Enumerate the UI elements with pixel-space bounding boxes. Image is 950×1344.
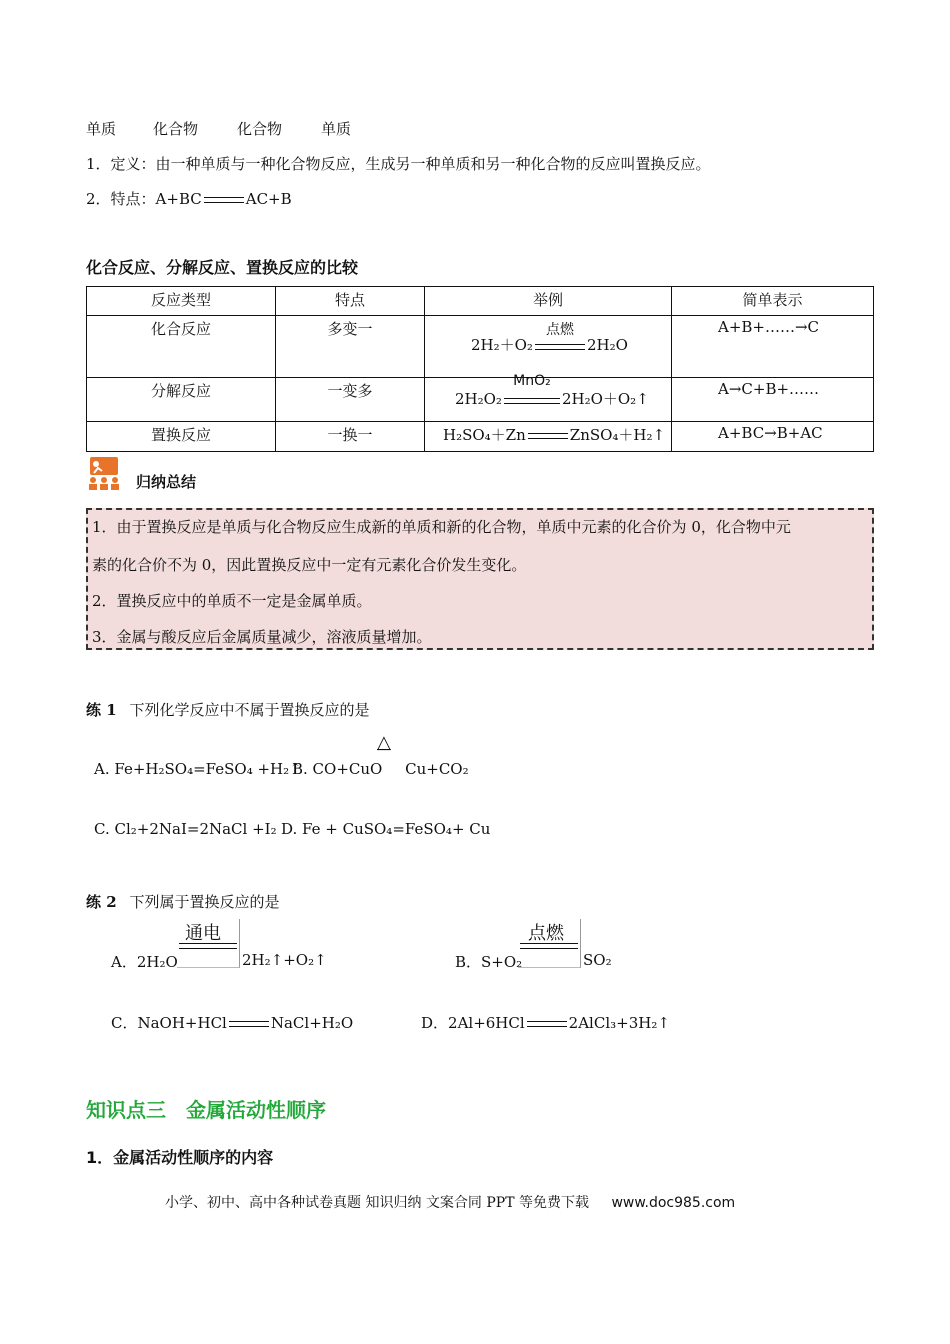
equals-sign [504,398,560,404]
feature-prefix: 2．特点：A+BC [86,190,202,208]
summary-line: 1．由于置换反应是单质与化合物反应生成新的单质和新的化合物，单质中元素的化合价为 0，化合物中元 [92,518,791,536]
row-example [425,316,672,378]
table-header-row [87,287,874,316]
option-d-right: 2AlCl₃+3H₂↑ [568,1014,670,1032]
comparison-title: 化合反应、分解反应、置换反应的比较 [86,258,359,277]
option-d-left: D．2Al+6HCl [421,1014,525,1032]
subsection-title: 1．金属活动性顺序的内容 [86,1148,274,1167]
ex2-option-d [421,1012,670,1033]
electrolysis-box [177,919,240,968]
section-title: 知识点三 金属活动性顺序 [86,1098,326,1122]
summary-line: 2．置换反应中的单质不一定是金属单质。 [92,592,372,610]
row-feature: 一换一 [276,422,425,452]
table-row [87,378,874,422]
ex1-option-c: C. Cl₂+2NaI=2NaCl +I₂ [94,820,277,838]
option-b-right: Cu+CO₂ [405,760,469,778]
exercise-label: 练 2 [86,893,117,911]
ex2-option-c [111,1012,353,1033]
exercise-question: 下列属于置换反应的是 [129,893,280,911]
exercise-2-question [86,891,279,912]
option-a-left: A．2H₂O [111,953,178,971]
exercise-question: 下列化学反应中不属于置换反应的是 [129,701,370,719]
condition-equals [502,373,562,409]
row-type: 分解反应 [87,378,276,422]
header-example: 举例 [425,287,672,316]
option-b-left: B．S+O₂ [455,953,523,971]
row-type: 化合反应 [87,316,276,378]
top-word-4: 单质 [321,120,352,138]
ex2-option-a [111,923,327,972]
summary-line: 3．金属与酸反应后金属质量减少，溶液质量增加。 [92,628,432,646]
ex1-option-b [292,732,469,778]
header-simple: 简单表示 [672,287,874,316]
example-condition: 点燃 [545,322,574,338]
row-feature: 多变一 [276,316,425,378]
equals-sign [204,197,244,203]
equals-sign [527,1021,567,1027]
option-a-right: 2H₂↑+O₂↑ [242,951,327,969]
heat-condition: △ [377,732,391,753]
table-row [87,422,874,452]
example-left: 2H₂＋O₂ [471,336,533,354]
equals-sign [535,344,585,350]
ex1-option-d: D. Fe + CuSO₄=FeSO₄+ Cu [281,820,491,838]
ex1-option-a: A. Fe+H₂SO₄=FeSO₄ +H₂↑ [94,760,302,778]
option-c-right: NaCl+H₂O [270,1014,354,1032]
example-left: H₂SO₄＋Zn [443,426,526,444]
teacher-icon [86,456,122,490]
header-feature: 特点 [276,287,425,316]
top-word-1: 单质 [86,120,117,138]
footer-text: 小学、初中、高中各种试卷真题 知识归纳 文案合同 PPT 等免费下载 [165,1195,589,1211]
condition-label: 通电 [185,923,221,944]
top-word-2: 化合物 [153,120,199,138]
example-condition: MnO₂ [513,373,551,389]
comparison-table [86,286,874,452]
row-simple: A+BC→B+AC [672,422,874,452]
table-row [87,316,874,378]
row-example [425,373,672,422]
option-b-left: B. CO+CuO [292,760,383,778]
row-simple: A+B+……→C [672,316,874,378]
option-c-left: C．NaOH+HCl [111,1014,227,1032]
option-b-right: SO₂ [583,951,612,969]
exercise-1-question [86,699,369,720]
feature [86,188,292,209]
equals-sign [520,943,578,949]
row-example [425,422,672,452]
header-type: 反应类型 [87,287,276,316]
summary-title: 归纳总结 [136,473,197,491]
example-right: 2H₂O＋O₂↑ [561,390,649,408]
row-feature: 一变多 [276,378,425,422]
feature-suffix: AC+B [245,190,292,208]
example-right: ZnSO₄＋H₂↑ [569,426,666,444]
example-left: 2H₂O₂ [455,390,502,408]
top-word-3: 化合物 [237,120,283,138]
equals-sign [179,943,237,949]
ex2-option-b [455,923,612,972]
summary-box [86,508,874,650]
condition-label: 点燃 [528,923,564,944]
equals-sign [528,433,568,439]
exercise-label: 练 1 [86,701,117,719]
footer [165,1192,735,1212]
row-type: 置换反应 [87,422,276,452]
row-simple: A→C+B+…… [672,378,874,422]
summary-line: 素的化合价不为 0，因此置换反应中一定有元素化合价发生变化。 [92,556,527,574]
burning-box [518,919,581,968]
definition: 1．定义：由一种单质与一种化合物反应，生成另一种单质和另一种化合物的反应叫置换反应。 [86,155,711,173]
condition-equals [533,322,587,355]
footer-link[interactable]: www.doc985.com [611,1195,736,1211]
example-right: 2H₂O [586,336,628,354]
equals-sign [229,1021,269,1027]
